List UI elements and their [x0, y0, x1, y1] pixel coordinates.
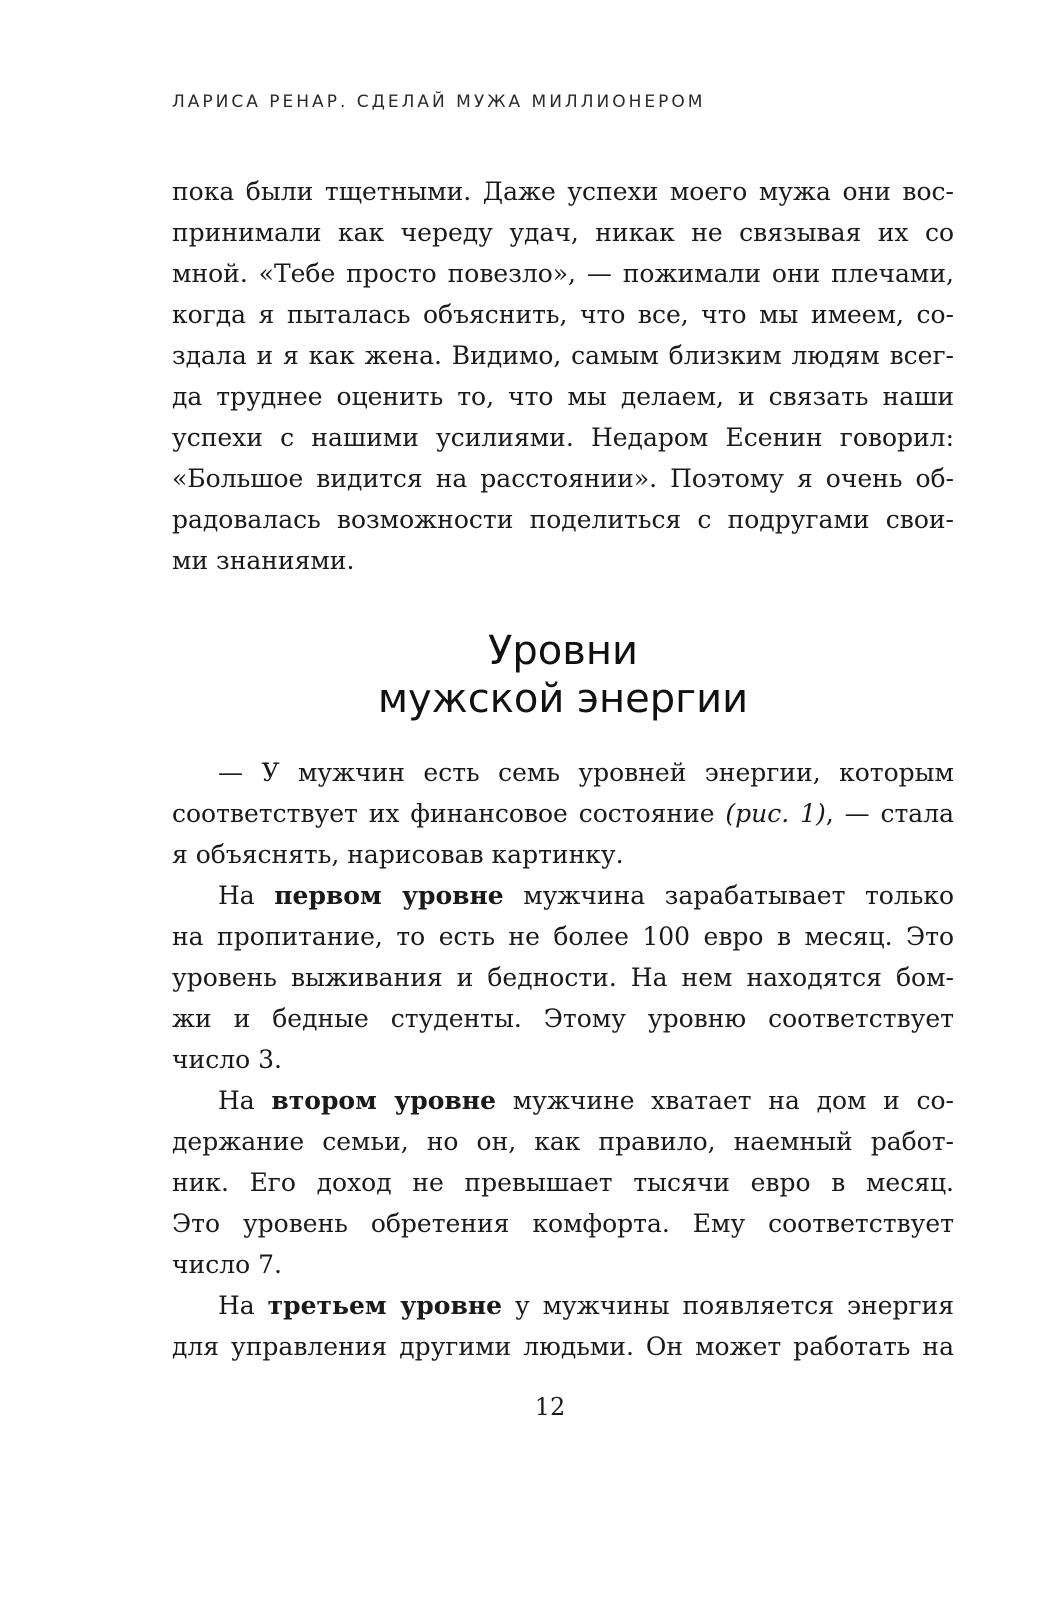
text-line: «Большое видится на расстоянии». Поэтому я очень об- — [172, 464, 954, 493]
paragraph-top — [172, 171, 954, 581]
text-line: для управления другими людьми. Он может работать на — [172, 1332, 954, 1361]
text-run: у мужчины появляется энергия — [502, 1291, 954, 1320]
text-line: да труднее оценить то, что мы делаем, и связать наши — [172, 382, 954, 411]
level-term: втором уровне — [271, 1086, 496, 1115]
text-run: На — [218, 1086, 272, 1115]
text-line: жи и бедные студенты. Этому уровню соответствует — [172, 1004, 954, 1033]
text-line: когда я пыталась объяснить, что все, что мы имеем, со- — [172, 300, 954, 329]
text-line: Это уровень обретения комфорта. Ему соответствует — [172, 1209, 954, 1238]
text-line: уровень выживания и бедности. На нем находятся бом- — [172, 963, 954, 992]
running-head: ЛАРИСА РЕНАР. СДЕЛАЙ МУЖА МИЛЛИОНЕРОМ — [172, 92, 706, 112]
text-line — [172, 793, 954, 834]
section-heading — [172, 627, 954, 723]
section-heading-line: Уровни — [488, 628, 638, 674]
text-run: На — [218, 1291, 268, 1320]
section-body — [172, 752, 954, 1367]
text-line: на пропитание, то есть не более 100 евро в месяц. Это — [172, 922, 954, 951]
level-term: первом уровне — [274, 881, 504, 910]
text-run: На — [218, 881, 275, 910]
text-line — [172, 1285, 954, 1326]
text-run: соответствует их финансовое состояние — [172, 799, 726, 828]
text-line: радовалась возможности поделиться с подругами свои- — [172, 505, 954, 534]
text-line: число 3. — [172, 1045, 282, 1074]
level-term: третьем уровне — [267, 1291, 503, 1320]
text-line: — У мужчин есть семь уровней энергии, которым — [218, 758, 954, 787]
text-line: ник. Его доход не превышает тысячи евро в месяц. — [172, 1168, 954, 1197]
text-line — [172, 875, 954, 916]
text-line: успехи с нашими усилиями. Недаром Есенин говорил: — [172, 423, 954, 452]
text-run: мужчина зарабатывает только — [503, 881, 955, 910]
text-line: мной. «Тебе просто повезло», — пожимали они плечами, — [172, 259, 954, 288]
figure-reference: (рис. 1) — [725, 799, 826, 828]
text-line: число 7. — [172, 1250, 282, 1279]
text-line: здала и я как жена. Видимо, самым близким людям всег- — [172, 341, 954, 370]
text-line: принимали как череду удач, никак не связывая их со — [172, 218, 954, 247]
text-run: , — стала — [825, 799, 954, 828]
text-line — [172, 1080, 954, 1121]
text-line: я объяснять, нарисовав картинку. — [172, 840, 624, 869]
text-line: пока были тщетными. Даже успехи моего мужа они вос- — [172, 177, 954, 206]
section-heading-line: мужской энергии — [377, 676, 749, 722]
text-line: держание семьи, но он, как правило, наемный работ- — [172, 1127, 954, 1156]
page-number: 12 — [534, 1393, 566, 1421]
text-run: мужчине хватает на дом и со- — [496, 1086, 954, 1115]
text-line: ми знаниями. — [172, 546, 355, 575]
